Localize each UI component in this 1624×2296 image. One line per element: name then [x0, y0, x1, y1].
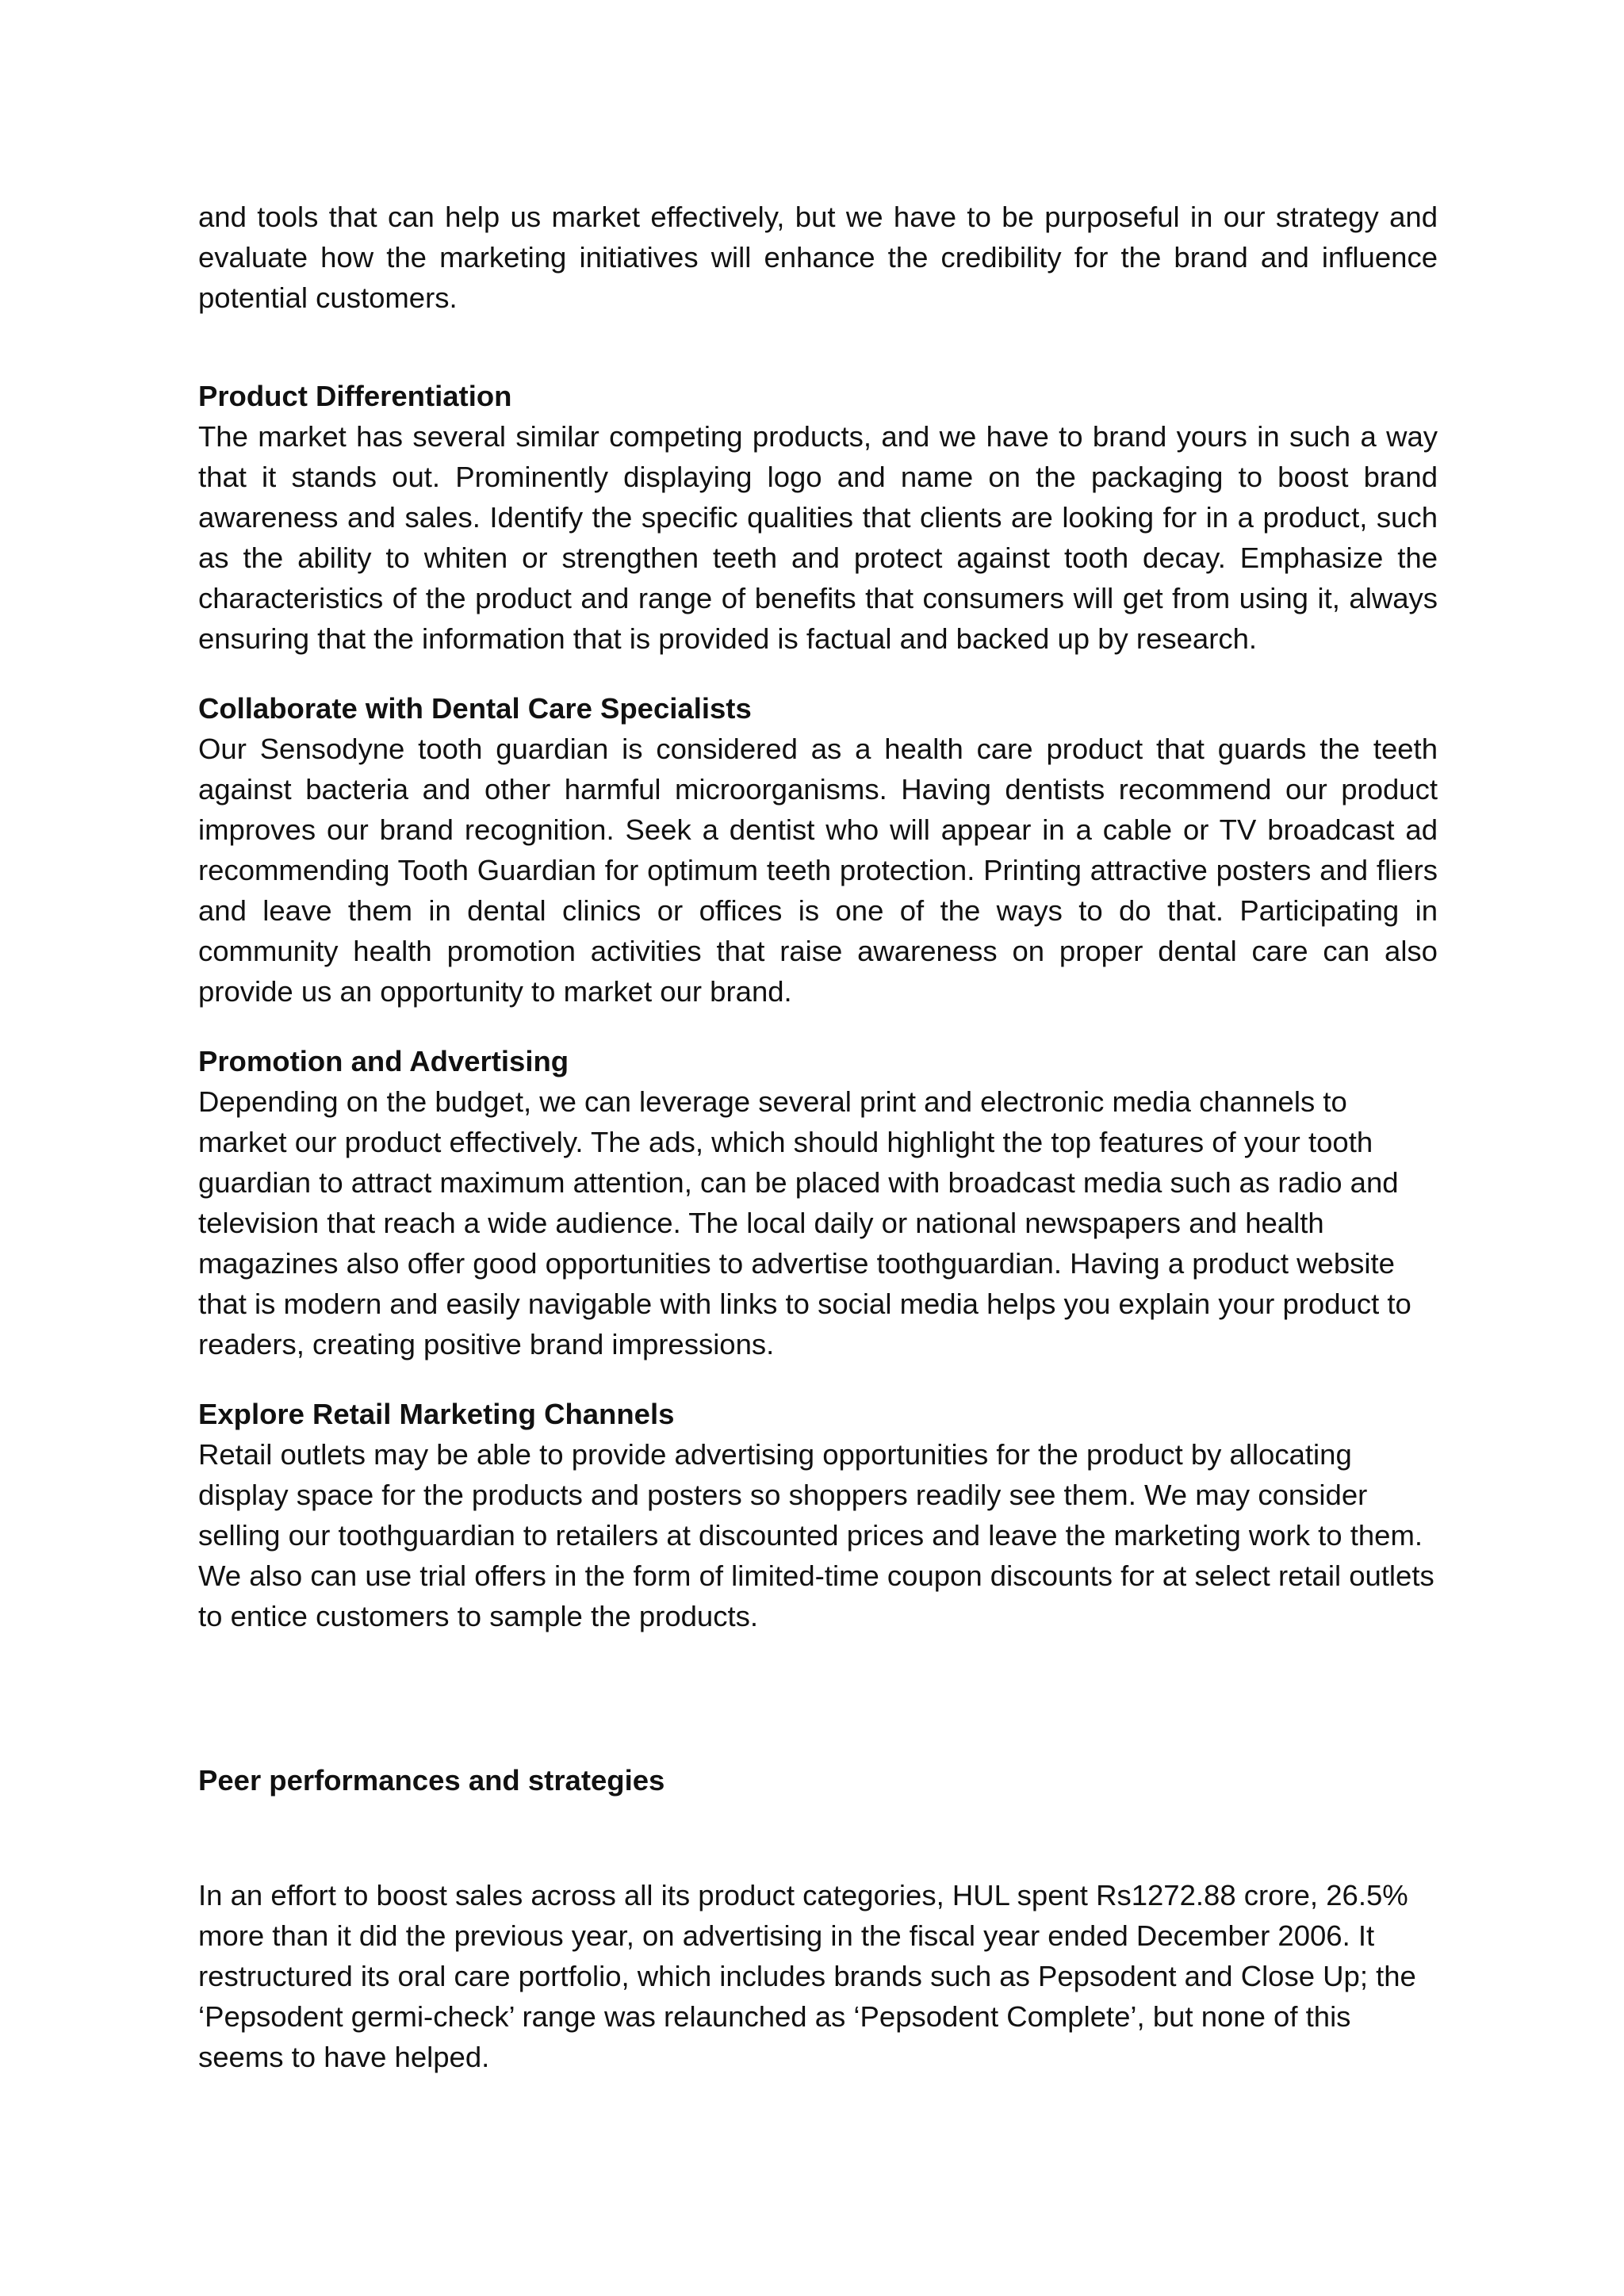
section-heading: Explore Retail Marketing Channels: [198, 1398, 675, 1430]
section-heading: Collaborate with Dental Care Specialists: [198, 692, 752, 725]
section-product-differentiation: [198, 376, 1438, 659]
section-body: Our Sensodyne tooth guardian is considered as a health care product that guards the teeth against bacteria and other harmful microorganisms. Having dentists recommend our product improves our brand recognition. Seek a dentist who will appear in a cable or TV broadcast ad recommending Tooth Guardian for optimum teeth protection. Printing attractive posters and fliers and leave them in dental clinics or offices is one of the ways to do that. Participating in community health promotion activities that raise awareness on proper dental care can also provide us an opportunity to market our brand.: [198, 733, 1438, 1008]
document-page: [198, 197, 1438, 2077]
section-collaborate-dental: [198, 688, 1438, 1012]
section-heading: Product Differentiation: [198, 380, 512, 412]
section-promotion-advertising: [198, 1041, 1438, 1364]
section-heading: Promotion and Advertising: [198, 1045, 569, 1077]
section-body: Retail outlets may be able to provide advertising opportunities for the product by allocating display space for the products and posters so shoppers readily see them. We may consider selling our toothguardian to retailers at discounted prices and leave the marketing work to them. We also can use trial offers in the form of limited-time coupon discounts for at select retail outlets to entice customers to sample the products.: [198, 1438, 1434, 1632]
section-peer-performances: [198, 1760, 1438, 2077]
section-heading: Peer performances and strategies: [198, 1764, 665, 1797]
section-body: Depending on the budget, we can leverage several print and electronic media channels to market our product effectively. The ads, which should highlight the top features of your tooth guardian to attract maximum attention, can be placed with broadcast media such as radio and television that reach a wide audience. The local daily or national newspapers and health magazines also offer good opportunities to advertise toothguardian. Having a product website that is modern and easily navigable with links to social media helps you explain your product to readers, creating positive brand impressions.: [198, 1085, 1411, 1360]
section-body: In an effort to boost sales across all its product categories, HUL spent Rs1272.88 crore, 26.5% more than it did the previous year, on advertising in the fiscal year ended December 2006. It restructured its oral care portfolio, which includes brands such as Pepsodent and Close Up; the ‘Pepsodent germi-check’ range was relaunched as ‘Pepsodent Complete’, but none of this seems to have helped.: [198, 1879, 1416, 2073]
section-body: The market has several similar competing products, and we have to brand yours in such a way that it stands out. Prominently displaying logo and name on the packaging to boost brand awareness and sales. Identify the specific qualities that clients are looking for in a product, such as the ability to whiten or strengthen teeth and protect against tooth decay. Emphasize the characteristics of the product and range of benefits that consumers will get from using it, always ensuring that the information that is provided is factual and backed up by research.: [198, 420, 1438, 655]
section-retail-marketing: [198, 1394, 1438, 1636]
intro-paragraph: and tools that can help us market effectively, but we have to be purposeful in our strategy and evaluate how the marketing initiatives will enhance the credibility for the brand and influence potential customers.: [198, 201, 1438, 314]
